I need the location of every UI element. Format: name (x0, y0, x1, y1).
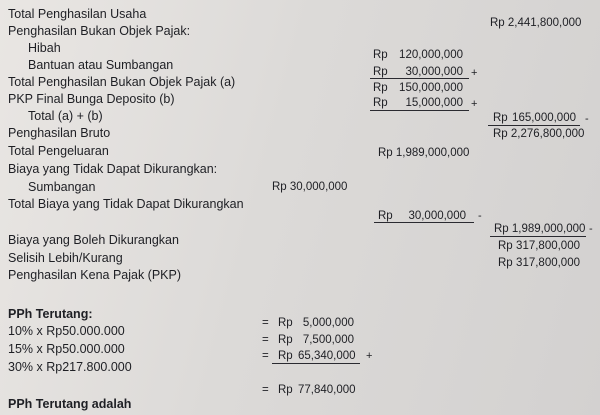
value-pkp-final: 15,000,000 (405, 97, 463, 109)
label-total-penghasilan-usaha: Total Penghasilan Usaha (8, 7, 147, 21)
value-biaya-boleh-top: Rp 1,989,000,000 (494, 223, 586, 235)
difference-rule (490, 236, 586, 237)
label-pph-terutang-adalah: PPh Terutang adalah (8, 397, 132, 411)
label-biaya-tidak-header: Biaya yang Tidak Dapat Dikurangkan: (8, 162, 218, 176)
plus-sign: + (366, 350, 373, 362)
value-hibah: 120,000,000 (399, 49, 463, 61)
sum-rule (370, 110, 469, 111)
rp-selisih: Rp (498, 257, 513, 269)
value-penghasilan-bruto: Rp 2,276,800,000 (493, 128, 585, 140)
label-total-bukan-objek: Total Penghasilan Bukan Objek Pajak (a) (8, 75, 236, 89)
rp-total-ab: Rp (493, 112, 508, 124)
label-tarif-10: 10% x Rp50.000.000 (8, 324, 125, 338)
rp-biaya-boleh: Rp (498, 240, 513, 252)
value-sumbangan: Rp 30,000,000 (272, 181, 348, 193)
value-total-bukan-objek: 150,000,000 (399, 82, 463, 94)
label-biaya-boleh: Biaya yang Boleh Dikurangkan (8, 233, 179, 247)
rp-tarif-10: Rp (278, 317, 293, 329)
sum-rule (272, 363, 360, 364)
value-total-biaya-tidak: 30,000,000 (408, 210, 466, 222)
label-pph-terutang-header: PPh Terutang: (8, 307, 93, 321)
value-total-ab: 165,000,000 (512, 112, 576, 124)
value-tarif-15: 7,500,000 (302, 334, 354, 346)
rp-total-biaya-tidak: Rp (378, 210, 393, 222)
label-bantuan: Bantuan atau Sumbangan (28, 58, 174, 72)
label-pkp: Penghasilan Kena Pajak (PKP) (8, 268, 182, 282)
difference-rule (374, 222, 474, 223)
value-tarif-30: 65,340,000 (298, 350, 356, 362)
label-tarif-30: 30% x Rp217.800.000 (8, 360, 132, 374)
rp-tarif-30: Rp (278, 350, 293, 362)
eq-tarif-15: = (262, 334, 269, 346)
rp-bantuan: Rp (373, 66, 388, 78)
label-tarif-15: 15% x Rp50.000.000 (8, 342, 125, 356)
plus-sign: + (471, 98, 478, 110)
minus-sign: - (589, 223, 593, 235)
label-sumbangan: Sumbangan (28, 180, 96, 194)
label-pkp-final: PKP Final Bunga Deposito (b) (8, 92, 175, 106)
eq-pph-terutang: = (262, 384, 269, 396)
value-biaya-boleh: 317,800,000 (516, 240, 580, 252)
value-total-penghasilan-usaha: Rp 2,441,800,000 (490, 17, 582, 29)
eq-tarif-10: = (262, 317, 269, 329)
label-total-ab: Total (a) + (b) (28, 109, 103, 123)
label-total-biaya-tidak: Total Biaya yang Tidak Dapat Dikurangkan (8, 197, 244, 211)
value-bantuan: 30,000,000 (405, 66, 463, 78)
label-selisih: Selisih Lebih/Kurang (8, 251, 123, 265)
value-total-pengeluaran: Rp 1,989,000,000 (378, 147, 470, 159)
rp-pkp-final: Rp (373, 97, 388, 109)
label-penghasilan-bruto: Penghasilan Bruto (8, 126, 111, 140)
minus-sign: - (585, 113, 589, 125)
eq-tarif-30: = (262, 350, 269, 362)
value-pph-terutang: 77,840,000 (298, 384, 356, 396)
value-tarif-10: 5,000,000 (302, 317, 354, 329)
rp-hibah: Rp (373, 49, 388, 61)
label-total-pengeluaran: Total Pengeluaran (8, 144, 109, 158)
rp-tarif-15: Rp (278, 334, 293, 346)
plus-sign: + (471, 67, 478, 79)
label-penghasilan-bukan-objek: Penghasilan Bukan Objek Pajak: (8, 24, 191, 38)
sum-rule (370, 78, 469, 79)
rp-pph-terutang: Rp (278, 384, 293, 396)
difference-rule (488, 125, 580, 126)
label-hibah: Hibah (28, 41, 61, 55)
value-selisih: 317,800,000 (516, 257, 580, 269)
minus-sign: - (478, 210, 482, 222)
rp-total-bukan-objek: Rp (373, 82, 388, 94)
